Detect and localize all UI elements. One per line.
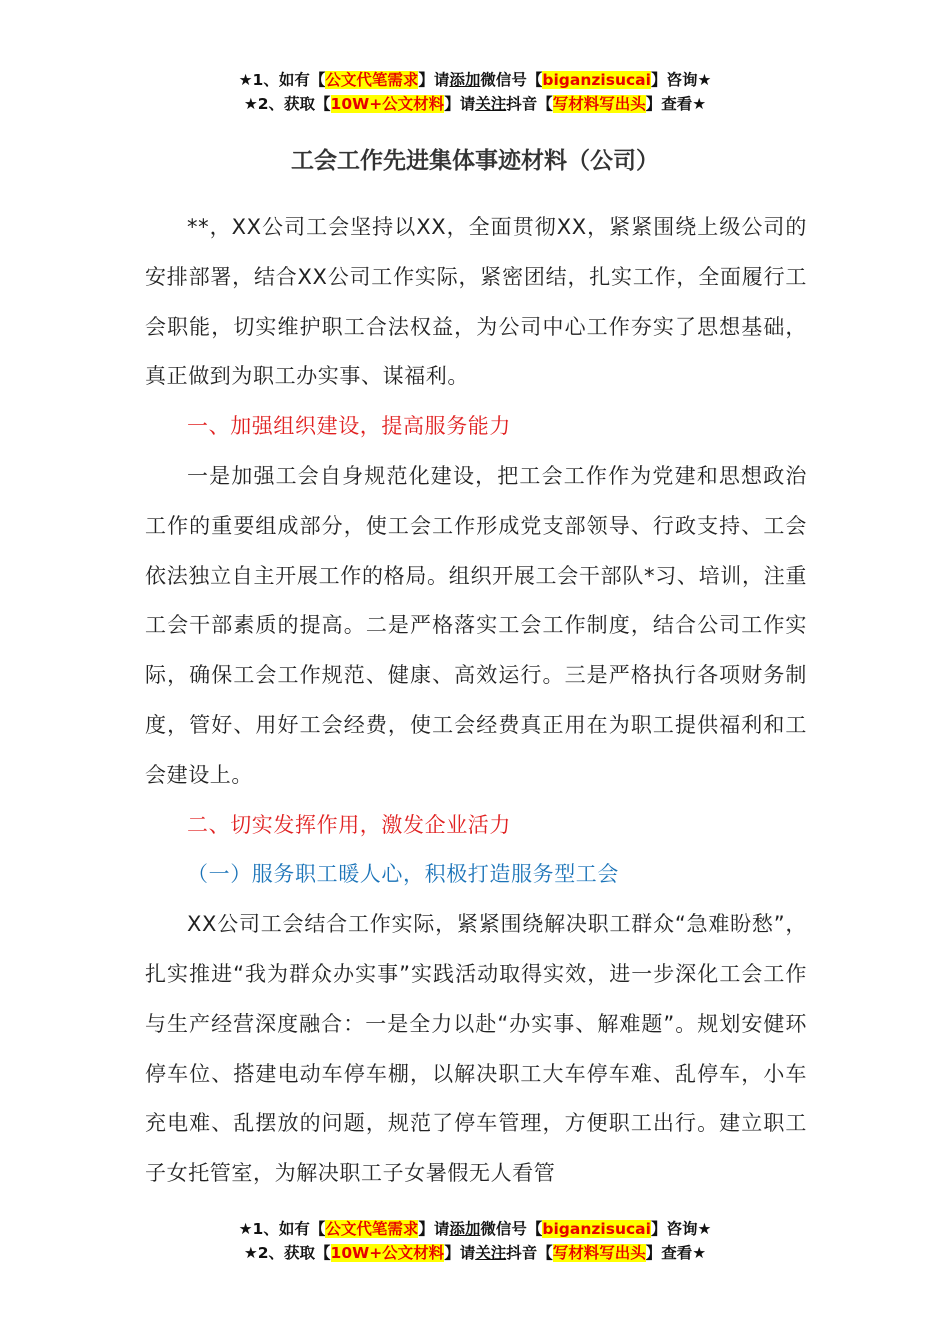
banner-douyin-id: 写材料写出头 bbox=[552, 95, 646, 113]
banner-text: ★2、获取【 bbox=[243, 95, 331, 113]
body-paragraph: 一是加强工会自身规范化建设，把工会工作作为党建和思想政治工作的重要组成部分，使工会工作形成党支部领导、行政支持、工会依法独立自主开展工作的格局。组织开展工会干部队*习、培训，注重工会干部素质的提高。二是严格落实工会工作制度，结合公司工作实际，确保工会工作规范、健康、高效运行。三是严格执行各项财务制度，管好、用好工会经费，使工会经费真正用在为职工提供福利和工会建设上。 bbox=[145, 463, 807, 787]
banner-line-1 bbox=[0, 68, 950, 92]
banner-wechat-id: biganzisucai bbox=[542, 1220, 651, 1238]
banner-text: 微信号【 bbox=[480, 71, 543, 89]
banner-wechat-id: biganzisucai bbox=[542, 71, 651, 89]
banner-underlined: 添加 bbox=[449, 1220, 481, 1238]
banner-underlined: 关注 bbox=[475, 1244, 507, 1262]
banner-text: ★1、如有【 bbox=[238, 1220, 326, 1238]
banner-text: 抖音【 bbox=[506, 1244, 553, 1262]
banner-text: 】查看★ bbox=[645, 95, 707, 113]
banner-text: 微信号【 bbox=[480, 1220, 543, 1238]
banner-text: ★2、获取【 bbox=[243, 1244, 331, 1262]
banner-highlight: 10W+公文材料 bbox=[330, 1244, 445, 1262]
banner-highlight: 公文代笔需求 bbox=[325, 1220, 419, 1238]
banner-highlight: 10W+公文材料 bbox=[330, 95, 445, 113]
banner-text: 】查看★ bbox=[645, 1244, 707, 1262]
banner-text: 】咨询★ bbox=[650, 1220, 712, 1238]
bottom-banner bbox=[0, 1217, 950, 1265]
banner-text: 】咨询★ bbox=[650, 71, 712, 89]
top-banner bbox=[0, 68, 950, 116]
subsection-heading: （一）服务职工暖人心，积极打造服务型工会 bbox=[187, 862, 619, 887]
body-paragraph: **，XX公司工会坚持以XX，全面贯彻XX，紧紧围绕上级公司的安排部署，结合XX公司工作实际，紧密团结，扎实工作，全面履行工会职能，切实维护职工合法权益，为公司中心工作夯实了思想基础，真正做到为职工办实事、谋福利。 bbox=[145, 215, 807, 389]
section-heading: 一、加强组织建设，提高服务能力 bbox=[187, 414, 511, 439]
body-paragraph: XX公司工会结合工作实际，紧紧围绕解决职工群众“急难盼愁”，扎实推进“我为群众办实事”实践活动取得实效，进一步深化工会工作与生产经营深度融合：一是全力以赴“办实事、解难题”。规划安健环停车位、搭建电动车停车棚，以解决职工大车停车难、乱停车，小车充电难、乱摆放的问题，规范了停车管理，方便职工出行。建立职工子女托管室，为解决职工子女暑假无人看管 bbox=[145, 912, 807, 1186]
banner-line-2 bbox=[0, 1241, 950, 1265]
banner-text: 】请 bbox=[444, 95, 476, 113]
banner-underlined: 关注 bbox=[475, 95, 507, 113]
banner-douyin-id: 写材料写出头 bbox=[552, 1244, 646, 1262]
banner-text: 】请 bbox=[418, 71, 450, 89]
banner-highlight: 公文代笔需求 bbox=[325, 71, 419, 89]
banner-underlined: 添加 bbox=[449, 71, 481, 89]
banner-line-2 bbox=[0, 92, 950, 116]
banner-text: 】请 bbox=[418, 1220, 450, 1238]
document-body bbox=[145, 203, 807, 1199]
banner-text: 】请 bbox=[444, 1244, 476, 1262]
banner-text: 抖音【 bbox=[506, 95, 553, 113]
banner-line-1 bbox=[0, 1217, 950, 1241]
section-heading: 二、切实发挥作用，激发企业活力 bbox=[187, 812, 511, 837]
banner-text: ★1、如有【 bbox=[238, 71, 326, 89]
document-title: 工会工作先进集体事迹材料（公司） bbox=[291, 148, 659, 174]
